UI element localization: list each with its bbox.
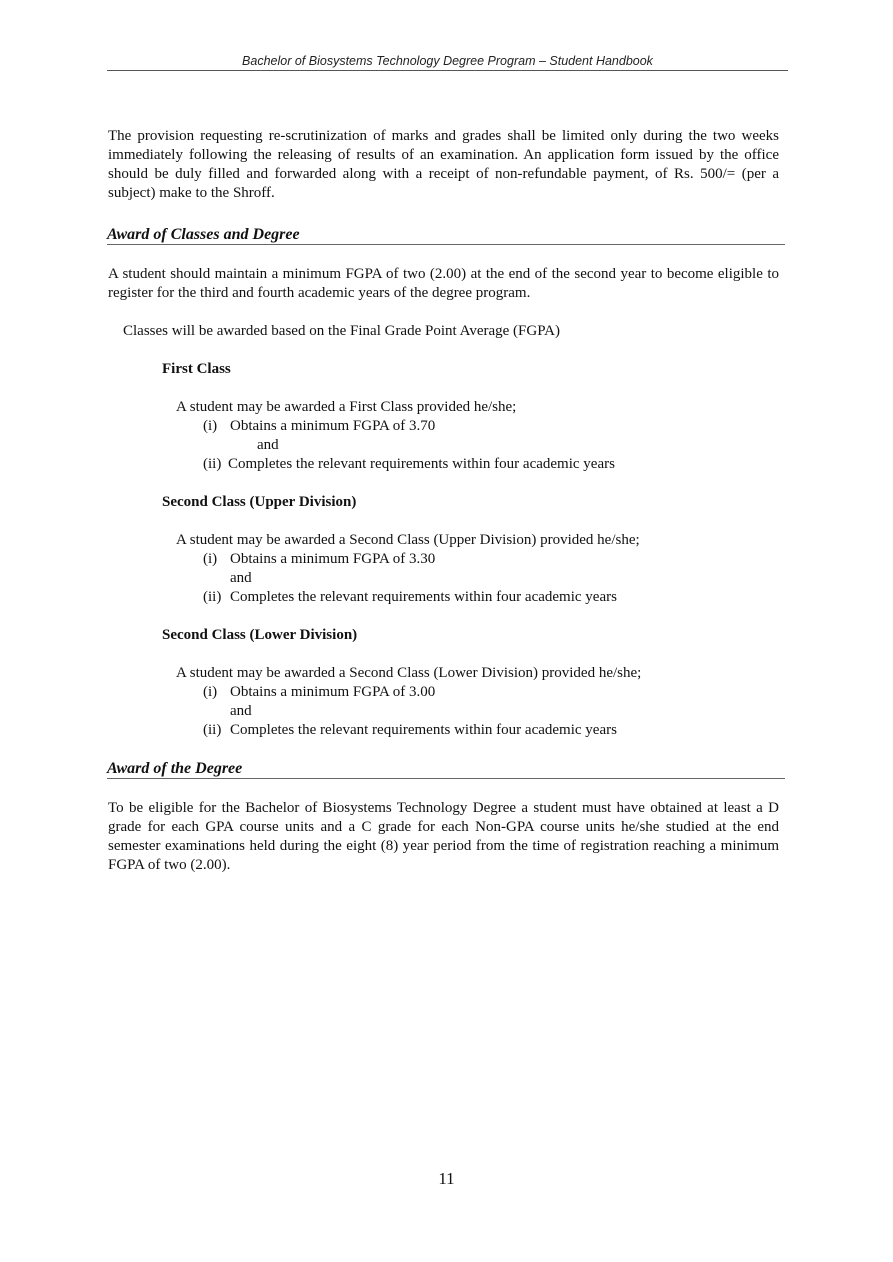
second-lower-title: Second Class (Lower Division)	[162, 627, 358, 643]
header-divider	[107, 70, 788, 71]
second-upper-item2-num: (ii)	[203, 589, 222, 605]
second-upper-item1-text: Obtains a minimum FGPA of 3.30	[230, 551, 436, 567]
fgpa-requirement-paragraph: A student should maintain a minimum FGPA of two (2.00) at the end of the second year to become eligible to register for the third and fourth academic years of the degree program.	[108, 266, 779, 301]
page-number: 11	[438, 1169, 455, 1188]
first-class-item2-num: (ii)	[203, 456, 222, 472]
second-upper-and: and	[230, 570, 252, 586]
second-upper-item2-text: Completes the relevant requirements within four academic years	[230, 589, 617, 605]
second-lower-item1-text: Obtains a minimum FGPA of 3.00	[230, 684, 436, 700]
second-lower-item2-text: Completes the relevant requirements within four academic years	[230, 722, 617, 738]
first-class-and: and	[257, 437, 279, 453]
section-heading-degree: Award of the Degree	[107, 760, 243, 777]
first-class-intro: A student may be awarded a First Class provided he/she;	[176, 399, 517, 415]
classes-intro: Classes will be awarded based on the Final Grade Point Average (FGPA)	[123, 323, 560, 339]
second-upper-item1-num: (i)	[203, 551, 218, 567]
section-heading-classes: Award of Classes and Degree	[107, 226, 300, 243]
degree-eligibility-paragraph: To be eligible for the Bachelor of Biosystems Technology Degree a student must have obtained at least a D grade for each GPA course units and a C grade for each Non-GPA course units he/she studied at the end semester examinations held during the eight (8) year period from the time of registration reaching a minimum FGPA of two (2.00).	[108, 800, 779, 873]
section-divider-degree	[107, 778, 785, 779]
first-class-item1-num: (i)	[203, 418, 218, 434]
second-lower-item1-num: (i)	[203, 684, 218, 700]
intro-paragraph: The provision requesting re-scrutinization of marks and grades shall be limited only during the two weeks immediately following the releasing of results of an examination. An application form issued by the office should be duly filled and forwarded along with a receipt of non-refundable payment, of Rs. 500/= (per a subject) make to the Shroff.	[108, 128, 779, 201]
section-divider-classes	[107, 244, 785, 245]
first-class-item2-text: Completes the relevant requirements within four academic years	[228, 456, 615, 472]
second-upper-title: Second Class (Upper Division)	[162, 494, 357, 510]
running-header: Bachelor of Biosystems Technology Degree Program – Student Handbook	[242, 54, 653, 68]
first-class-title: First Class	[162, 361, 231, 377]
second-lower-and: and	[230, 703, 252, 719]
second-upper-intro: A student may be awarded a Second Class (Upper Division) provided he/she;	[176, 532, 640, 548]
second-lower-intro: A student may be awarded a Second Class (Lower Division) provided he/she;	[176, 665, 642, 681]
second-lower-item2-num: (ii)	[203, 722, 222, 738]
first-class-item1-text: Obtains a minimum FGPA of 3.70	[230, 418, 436, 434]
